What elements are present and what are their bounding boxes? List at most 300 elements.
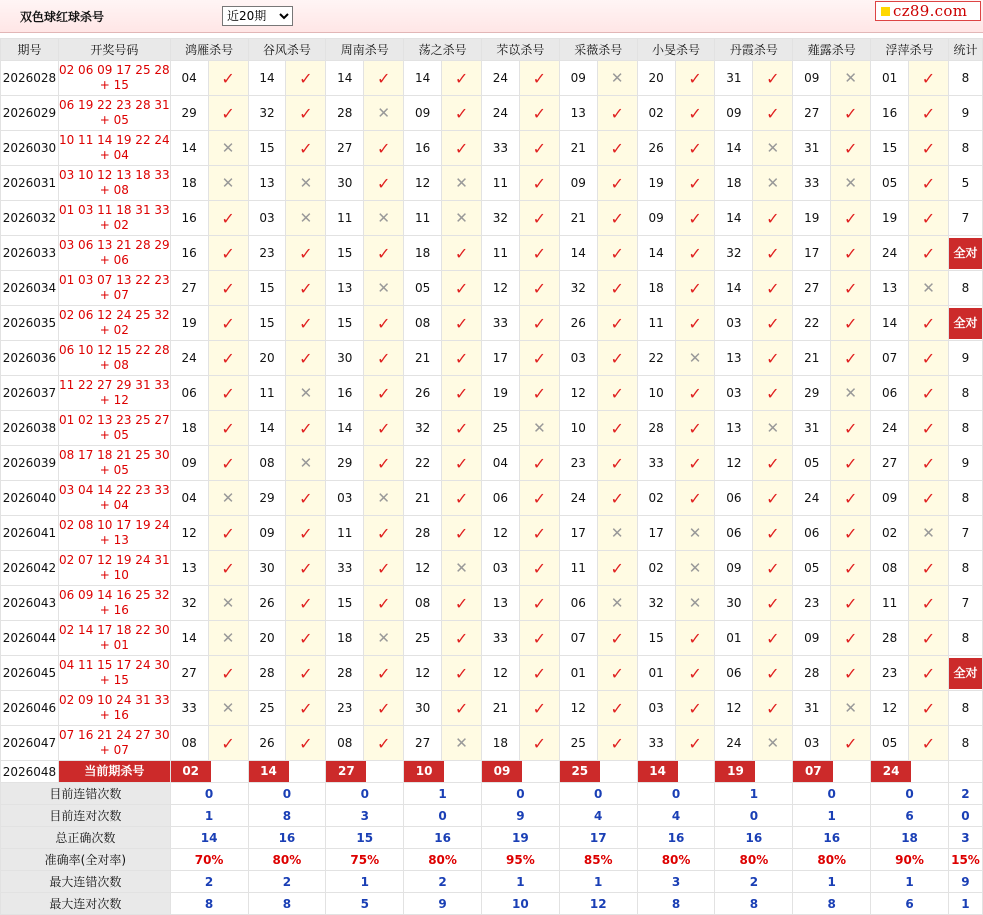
check-icon: ✓	[299, 138, 313, 158]
stat-value: 0	[715, 805, 793, 827]
check-icon: ✓	[843, 348, 858, 368]
kill-pick: 14	[559, 236, 597, 271]
kill-pick: 17	[637, 516, 675, 551]
red-balls: 11 22 27 29 31 33	[58, 378, 170, 392]
result-cell	[753, 306, 793, 341]
result-cell	[753, 551, 793, 586]
result-cell	[753, 166, 793, 201]
check-icon: ✓	[610, 628, 624, 648]
kill-pick: 17	[559, 516, 597, 551]
table-row	[1, 551, 983, 586]
check-icon: ✓	[221, 348, 235, 368]
table-row	[1, 131, 983, 166]
period-number: 2026028	[1, 61, 59, 96]
result-cell	[831, 621, 871, 656]
check-icon: ✓	[688, 418, 702, 438]
kill-pick: 14	[248, 411, 286, 446]
stat-value: 95%	[481, 849, 559, 871]
red-balls: 03 04 14 22 23 33	[58, 483, 170, 497]
kill-pick: 23	[326, 691, 364, 726]
cross-icon: ✕	[688, 559, 702, 577]
check-icon: ✓	[610, 208, 624, 228]
kill-pick: 12	[481, 271, 519, 306]
kill-pick: 18	[637, 271, 675, 306]
draw-numbers	[58, 446, 170, 481]
check-icon: ✓	[454, 243, 469, 263]
result-cell	[519, 551, 559, 586]
blue-ball: + 04	[99, 498, 129, 512]
result-cell	[675, 306, 715, 341]
stat-row	[1, 871, 983, 893]
correct-count	[948, 236, 982, 271]
kill-pick: 15	[326, 306, 364, 341]
stat-value: 16	[637, 827, 715, 849]
check-icon: ✓	[299, 68, 313, 88]
result-cell	[208, 621, 248, 656]
header-qno: 期号	[1, 39, 59, 61]
header-expert: 丹霞杀号	[715, 39, 793, 61]
stat-value: 1	[715, 783, 793, 805]
check-icon: ✓	[377, 698, 391, 718]
kill-pick: 06	[170, 376, 208, 411]
current-kill-number: 19	[715, 761, 755, 782]
red-balls: 01 03 11 18 31 33	[58, 203, 170, 217]
result-cell	[831, 446, 871, 481]
result-cell	[208, 446, 248, 481]
stat-value: 80%	[637, 849, 715, 871]
header-expert: 浮萍杀号	[871, 39, 949, 61]
check-icon: ✓	[532, 488, 547, 508]
stat-value: 2	[404, 871, 482, 893]
result-cell	[286, 411, 326, 446]
result-cell	[675, 691, 715, 726]
check-icon: ✓	[377, 418, 391, 438]
kill-pick: 14	[637, 236, 675, 271]
cross-icon: ✕	[221, 594, 235, 612]
result-cell	[286, 551, 326, 586]
header-expert: 鸿雁杀号	[170, 39, 248, 61]
check-icon: ✓	[610, 488, 624, 508]
result-cell	[753, 96, 793, 131]
kill-pick: 30	[326, 166, 364, 201]
kill-pick: 17	[481, 341, 519, 376]
check-icon: ✓	[921, 733, 936, 753]
cross-icon: ✕	[221, 629, 235, 647]
period-number: 2026037	[1, 376, 59, 411]
period-number: 2026047	[1, 726, 59, 761]
result-cell	[909, 376, 949, 411]
kill-pick: 16	[326, 376, 364, 411]
kill-pick: 08	[871, 551, 909, 586]
kill-pick: 33	[481, 131, 519, 166]
kill-pick: 33	[481, 306, 519, 341]
period-number: 2026039	[1, 446, 59, 481]
kill-pick: 21	[481, 691, 519, 726]
stat-value: 1	[793, 805, 871, 827]
result-cell	[442, 481, 482, 516]
result-cell	[364, 166, 404, 201]
correct-count	[948, 656, 982, 691]
check-icon: ✓	[610, 348, 624, 368]
kill-pick: 09	[715, 551, 753, 586]
current-kill-label: 当前期杀号	[59, 761, 170, 782]
correct-count: 9	[948, 96, 982, 131]
stat-value: 1	[404, 783, 482, 805]
result-cell	[597, 691, 637, 726]
correct-count: 8	[948, 271, 982, 306]
check-icon: ✓	[688, 733, 702, 753]
check-icon: ✓	[921, 418, 936, 438]
stat-value: 4	[559, 805, 637, 827]
result-cell	[208, 656, 248, 691]
kill-pick: 03	[559, 341, 597, 376]
kill-pick: 32	[248, 96, 286, 131]
kill-pick: 11	[481, 236, 519, 271]
result-cell	[753, 691, 793, 726]
kill-pick: 12	[715, 691, 753, 726]
check-icon: ✓	[921, 383, 936, 403]
result-cell	[909, 271, 949, 306]
check-icon: ✓	[377, 138, 391, 158]
draw-numbers	[58, 551, 170, 586]
result-cell	[364, 201, 404, 236]
cross-icon: ✕	[455, 174, 468, 192]
stat-value: 18	[871, 827, 949, 849]
period-number: 2026045	[1, 656, 59, 691]
stat-value: 80%	[793, 849, 871, 871]
kill-pick: 33	[637, 446, 675, 481]
stat-value: 3	[326, 805, 404, 827]
result-cell	[909, 306, 949, 341]
page-title: 双色球红球杀号	[20, 10, 105, 24]
current-kill-number: 27	[326, 761, 366, 782]
table-row	[1, 201, 983, 236]
table-header-row	[1, 39, 983, 61]
result-cell	[831, 61, 871, 96]
stat-total: 9	[948, 871, 982, 893]
kill-pick: 25	[559, 726, 597, 761]
result-cell	[597, 656, 637, 691]
red-balls: 01 03 07 13 22 23	[58, 273, 170, 287]
kill-pick: 06	[871, 376, 909, 411]
result-cell	[675, 341, 715, 376]
kill-pick: 26	[559, 306, 597, 341]
stat-value: 0	[871, 783, 949, 805]
result-cell	[442, 166, 482, 201]
kill-pick: 15	[248, 271, 286, 306]
kill-pick: 19	[481, 376, 519, 411]
period-number: 2026034	[1, 271, 59, 306]
check-icon: ✓	[377, 313, 391, 333]
result-cell	[753, 236, 793, 271]
check-icon: ✓	[766, 383, 780, 403]
stat-value: 8	[170, 893, 248, 915]
check-icon: ✓	[921, 313, 936, 333]
result-cell	[519, 61, 559, 96]
check-icon: ✓	[921, 103, 936, 123]
kill-pick: 19	[793, 201, 831, 236]
check-icon: ✓	[221, 103, 235, 123]
kill-pick: 12	[404, 551, 442, 586]
kill-pick: 26	[404, 376, 442, 411]
stat-value: 9	[404, 893, 482, 915]
check-icon: ✓	[843, 418, 858, 438]
kill-pick: 09	[559, 61, 597, 96]
draw-numbers	[58, 516, 170, 551]
check-icon: ✓	[221, 733, 235, 753]
check-icon: ✓	[688, 103, 702, 123]
stat-row	[1, 783, 983, 805]
cross-icon: ✕	[610, 594, 624, 612]
cross-icon: ✕	[766, 174, 780, 192]
result-cell	[208, 516, 248, 551]
kill-pick: 02	[637, 551, 675, 586]
correct-count: 8	[948, 551, 982, 586]
check-icon: ✓	[454, 138, 469, 158]
kill-pick: 12	[715, 446, 753, 481]
period-select[interactable]	[222, 6, 293, 26]
kill-pick: 33	[326, 551, 364, 586]
result-cell	[442, 271, 482, 306]
check-icon: ✓	[843, 278, 858, 298]
cross-icon: ✕	[455, 559, 468, 577]
check-icon: ✓	[221, 68, 235, 88]
cross-icon: ✕	[844, 699, 857, 717]
kill-pick: 21	[793, 341, 831, 376]
kill-pick: 11	[637, 306, 675, 341]
kill-pick: 11	[326, 516, 364, 551]
result-cell	[519, 411, 559, 446]
kill-pick: 23	[248, 236, 286, 271]
check-icon: ✓	[454, 103, 469, 123]
stat-value: 8	[637, 893, 715, 915]
result-cell	[364, 236, 404, 271]
stat-value: 0	[170, 783, 248, 805]
red-balls: 06 19 22 23 28 31	[58, 98, 170, 112]
result-cell	[831, 306, 871, 341]
stat-label: 目前连错次数	[1, 783, 171, 805]
kill-number-table	[0, 38, 983, 915]
kill-pick: 24	[871, 236, 909, 271]
kill-pick: 04	[170, 481, 208, 516]
red-balls: 08 17 18 21 25 30	[58, 448, 170, 462]
draw-numbers	[58, 61, 170, 96]
all-correct-badge: 全对	[949, 658, 982, 689]
kill-pick: 01	[715, 621, 753, 656]
check-icon: ✓	[921, 208, 936, 228]
check-icon: ✓	[610, 663, 624, 683]
result-cell	[208, 376, 248, 411]
draw-numbers	[58, 656, 170, 691]
result-cell	[597, 551, 637, 586]
result-cell	[519, 236, 559, 271]
result-cell	[442, 61, 482, 96]
check-icon: ✓	[843, 453, 858, 473]
check-icon: ✓	[377, 243, 391, 263]
result-cell	[442, 236, 482, 271]
table-row	[1, 376, 983, 411]
kill-pick: 08	[170, 726, 208, 761]
current-pick-cell	[559, 761, 637, 783]
result-cell	[831, 96, 871, 131]
kill-pick: 06	[481, 481, 519, 516]
current-pick-cell	[404, 761, 482, 783]
check-icon: ✓	[221, 558, 235, 578]
kill-pick: 15	[637, 621, 675, 656]
kill-pick: 05	[871, 166, 909, 201]
current-pick-cell	[326, 761, 404, 783]
kill-pick: 01	[559, 656, 597, 691]
kill-pick: 12	[871, 691, 909, 726]
kill-pick: 33	[481, 621, 519, 656]
blue-ball: + 07	[99, 288, 129, 302]
kill-pick: 18	[170, 411, 208, 446]
kill-pick: 28	[793, 656, 831, 691]
draw-numbers	[58, 96, 170, 131]
period-number: 2026038	[1, 411, 59, 446]
result-cell	[831, 236, 871, 271]
result-cell	[675, 61, 715, 96]
check-icon: ✓	[454, 313, 469, 333]
check-icon: ✓	[766, 593, 780, 613]
table-row	[1, 96, 983, 131]
result-cell	[286, 341, 326, 376]
result-cell	[364, 61, 404, 96]
kill-pick: 15	[248, 306, 286, 341]
result-cell	[208, 691, 248, 726]
result-cell	[208, 236, 248, 271]
result-cell	[909, 481, 949, 516]
cross-icon: ✕	[377, 209, 390, 227]
blue-ball: + 16	[99, 603, 129, 617]
stat-value: 1	[326, 871, 404, 893]
check-icon: ✓	[299, 243, 313, 263]
result-cell	[753, 446, 793, 481]
check-icon: ✓	[688, 453, 702, 473]
kill-pick: 21	[404, 481, 442, 516]
red-balls: 02 09 10 24 31 33	[58, 693, 170, 707]
kill-pick: 12	[559, 691, 597, 726]
result-cell	[831, 586, 871, 621]
stat-value: 0	[248, 783, 326, 805]
check-icon: ✓	[532, 698, 547, 718]
check-icon: ✓	[688, 628, 702, 648]
kill-pick: 23	[871, 656, 909, 691]
check-icon: ✓	[610, 278, 624, 298]
kill-pick: 06	[793, 516, 831, 551]
kill-pick: 28	[871, 621, 909, 656]
kill-pick: 03	[326, 481, 364, 516]
result-cell	[208, 586, 248, 621]
stat-value: 6	[871, 893, 949, 915]
check-icon: ✓	[921, 138, 936, 158]
check-icon: ✓	[299, 103, 313, 123]
table-row	[1, 726, 983, 761]
result-cell	[753, 131, 793, 166]
current-kill-number: 14	[249, 761, 289, 782]
kill-pick: 13	[248, 166, 286, 201]
stat-value: 8	[248, 893, 326, 915]
check-icon: ✓	[688, 313, 702, 333]
kill-pick: 30	[248, 551, 286, 586]
check-icon: ✓	[299, 593, 313, 613]
correct-count	[948, 306, 982, 341]
stat-value: 8	[715, 893, 793, 915]
result-cell	[286, 446, 326, 481]
kill-pick: 08	[326, 726, 364, 761]
cross-icon: ✕	[455, 734, 468, 752]
cross-icon: ✕	[844, 69, 857, 87]
result-cell	[286, 586, 326, 621]
kill-pick: 14	[404, 61, 442, 96]
top-bar	[0, 0, 983, 33]
result-cell	[597, 481, 637, 516]
check-icon: ✓	[454, 278, 469, 298]
check-icon: ✓	[766, 523, 780, 543]
kill-pick: 07	[559, 621, 597, 656]
result-cell	[286, 691, 326, 726]
kill-pick: 27	[793, 96, 831, 131]
result-cell	[519, 586, 559, 621]
check-icon: ✓	[532, 103, 547, 123]
stat-value: 0	[481, 783, 559, 805]
cross-icon: ✕	[766, 734, 780, 752]
result-cell	[519, 96, 559, 131]
table-row	[1, 656, 983, 691]
draw-numbers	[58, 691, 170, 726]
result-cell	[364, 446, 404, 481]
result-cell	[364, 411, 404, 446]
kill-pick: 09	[871, 481, 909, 516]
period-number: 2026032	[1, 201, 59, 236]
blue-ball: + 13	[99, 533, 129, 547]
table-row	[1, 586, 983, 621]
result-cell	[208, 306, 248, 341]
result-cell	[519, 621, 559, 656]
result-cell	[364, 691, 404, 726]
check-icon: ✓	[921, 628, 936, 648]
kill-pick: 13	[170, 551, 208, 586]
blue-ball: + 08	[99, 183, 129, 197]
header-expert: 谷风杀号	[248, 39, 326, 61]
stat-value: 16	[715, 827, 793, 849]
site-logo[interactable]	[875, 1, 981, 21]
check-icon: ✓	[221, 663, 235, 683]
check-icon: ✓	[843, 663, 858, 683]
period-number: 2026046	[1, 691, 59, 726]
logo-square-icon	[881, 7, 890, 16]
result-cell	[753, 411, 793, 446]
result-cell	[909, 691, 949, 726]
check-icon: ✓	[454, 453, 469, 473]
cross-icon: ✕	[766, 419, 780, 437]
kill-pick: 04	[481, 446, 519, 481]
result-cell	[597, 586, 637, 621]
current-pick-cell	[715, 761, 793, 783]
kill-pick: 12	[481, 516, 519, 551]
result-cell	[286, 726, 326, 761]
result-cell	[675, 411, 715, 446]
check-icon: ✓	[766, 663, 780, 683]
result-cell	[597, 271, 637, 306]
kill-pick: 05	[404, 271, 442, 306]
kill-pick: 11	[481, 166, 519, 201]
kill-pick: 10	[559, 411, 597, 446]
result-cell	[442, 726, 482, 761]
stat-value: 10	[481, 893, 559, 915]
kill-pick: 22	[637, 341, 675, 376]
current-kill-number: 14	[638, 761, 678, 782]
